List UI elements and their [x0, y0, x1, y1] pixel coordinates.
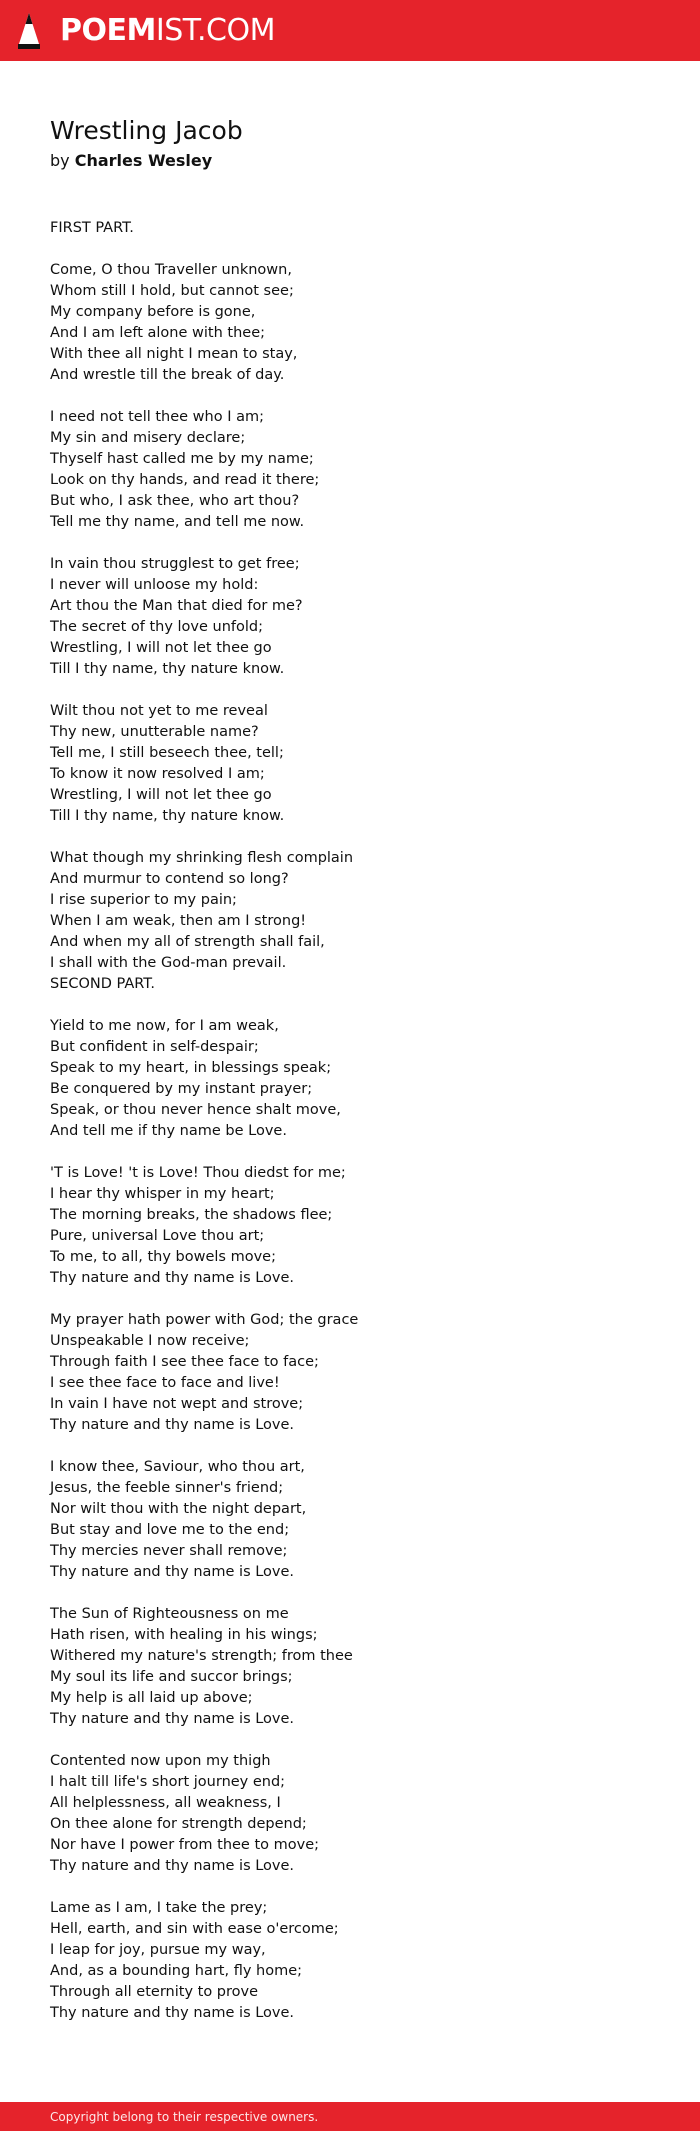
poem-line: My prayer hath power with God; the grace: [50, 1312, 359, 1328]
poem-line: Hath risen, with healing in his wings;: [50, 1627, 318, 1643]
by-label: by: [50, 151, 70, 170]
poem-line: Thy mercies never shall remove;: [50, 1543, 288, 1559]
poem-line: And wrestle till the break of day.: [50, 367, 285, 383]
poem-stanza: [50, 1163, 650, 1289]
poem-line: With thee all night I mean to stay,: [50, 346, 298, 362]
poem-line: And when my all of strength shall fail,: [50, 934, 325, 950]
poem-line: Thy new, unutterable name?: [50, 724, 259, 740]
poem-stanza: [50, 848, 650, 995]
site-footer: [0, 2102, 700, 2131]
poem-stanza: [50, 1898, 650, 2024]
poem-line: Wrestling, I will not let thee go: [50, 787, 272, 803]
poem-line: I leap for joy, pursue my way,: [50, 1942, 266, 1958]
poem-line: My help is all laid up above;: [50, 1690, 253, 1706]
poem-line: Till I thy name, thy nature know.: [50, 661, 285, 677]
poem-line: Thy nature and thy name is Love.: [50, 2005, 295, 2021]
poem-byline: [50, 149, 650, 173]
poem-line: I know thee, Saviour, who thou art,: [50, 1459, 305, 1475]
poem-line: Wilt thou not yet to me reveal: [50, 703, 268, 719]
poem-line: The morning breaks, the shadows flee;: [50, 1207, 333, 1223]
poem-stanza: [50, 218, 650, 239]
poem-line: And, as a bounding hart, fly home;: [50, 1963, 303, 1979]
poem-line: SECOND PART.: [50, 976, 156, 992]
poem-stanza: [50, 701, 650, 827]
poem-line: Nor wilt thou with the night depart,: [50, 1501, 307, 1517]
poem-line: I hear thy whisper in my heart;: [50, 1186, 275, 1202]
poem-title: Wrestling Jacob: [50, 116, 243, 145]
poem-line: Yield to me now, for I am weak,: [50, 1018, 279, 1034]
poem-body: [50, 218, 650, 2024]
poem-line: Whom still I hold, but cannot see;: [50, 283, 294, 299]
poem-line: I halt till life's short journey end;: [50, 1774, 286, 1790]
site-logo-text: [60, 13, 275, 48]
poem-line: The secret of thy love unfold;: [50, 619, 264, 635]
poem-line: Speak, or thou never hence shalt move,: [50, 1102, 341, 1118]
poem-line: I rise superior to my pain;: [50, 892, 237, 908]
poem-line: Be conquered by my instant prayer;: [50, 1081, 313, 1097]
poem-line: Look on thy hands, and read it there;: [50, 472, 320, 488]
poem-line: And murmur to contend so long?: [50, 871, 289, 887]
poem-line: Jesus, the feeble sinner's friend;: [50, 1480, 284, 1496]
pencil-logo-icon: [16, 11, 42, 51]
poem-line: Unspeakable I now receive;: [50, 1333, 250, 1349]
poem-line: Wrestling, I will not let thee go: [50, 640, 272, 656]
site-header: [0, 0, 700, 61]
poem-line: Pure, universal Love thou art;: [50, 1228, 265, 1244]
poem-line: 'T is Love! 't is Love! Thou diedst for me;: [50, 1165, 346, 1181]
logo-text-light: IST.COM: [155, 13, 275, 48]
poem-stanza: [50, 1604, 650, 1730]
poem-line: Thyself hast called me by my name;: [50, 451, 314, 467]
poem-line: Till I thy name, thy nature know.: [50, 808, 285, 824]
poem-stanza: [50, 1310, 650, 1436]
poem-line: In vain thou strugglest to get free;: [50, 556, 300, 572]
poem-line: On thee alone for strength depend;: [50, 1816, 307, 1832]
poem-line: Withered my nature's strength; from thee: [50, 1648, 353, 1664]
poem-line: I need not tell thee who I am;: [50, 409, 264, 425]
poem-line: Thy nature and thy name is Love.: [50, 1417, 295, 1433]
poem-stanza: [50, 407, 650, 533]
poem-line: Thy nature and thy name is Love.: [50, 1711, 295, 1727]
poem-stanza: [50, 1016, 650, 1142]
poem-line: Through all eternity to prove: [50, 1984, 259, 2000]
poem-line: To me, to all, thy bowels move;: [50, 1249, 276, 1265]
poem-line: I see thee face to face and live!: [50, 1375, 280, 1391]
poem-line: My soul its life and succor brings;: [50, 1669, 293, 1685]
poem-stanza: [50, 1751, 650, 1877]
poem-line: All helplessness, all weakness, I: [50, 1795, 281, 1811]
poem-line: My sin and misery declare;: [50, 430, 246, 446]
poem-content: [50, 113, 650, 2045]
poem-line: I shall with the God-man prevail.: [50, 955, 287, 971]
poem-line: To know it now resolved I am;: [50, 766, 265, 782]
poem-line: I never will unloose my hold:: [50, 577, 259, 593]
poem-line: The Sun of Righteousness on me: [50, 1606, 289, 1622]
author-link[interactable]: Charles Wesley: [74, 151, 213, 170]
poem-line: Thy nature and thy name is Love.: [50, 1564, 295, 1580]
poem-line: Thy nature and thy name is Love.: [50, 1858, 295, 1874]
poem-line: FIRST PART.: [50, 220, 134, 236]
poem-line: What though my shrinking flesh complain: [50, 850, 354, 866]
site-logo-link[interactable]: [16, 10, 275, 52]
poem-line: Contented now upon my thigh: [50, 1753, 271, 1769]
poem-line: Art thou the Man that died for me?: [50, 598, 303, 614]
poem-line: Speak to my heart, in blessings speak;: [50, 1060, 332, 1076]
poem-line: But who, I ask thee, who art thou?: [50, 493, 300, 509]
poem-line: And I am left alone with thee;: [50, 325, 266, 341]
logo-text-bold: POEM: [60, 13, 156, 48]
poem-line: Thy nature and thy name is Love.: [50, 1270, 295, 1286]
poem-line: Tell me thy name, and tell me now.: [50, 514, 305, 530]
poem-stanza: [50, 260, 650, 386]
poem-line: Hell, earth, and sin with ease o'ercome;: [50, 1921, 339, 1937]
poem-line: Tell me, I still beseech thee, tell;: [50, 745, 284, 761]
poem-line: But stay and love me to the end;: [50, 1522, 290, 1538]
poem-line: My company before is gone,: [50, 304, 256, 320]
copyright-text: Copyright belong to their respective owners.: [50, 2110, 319, 2124]
poem-line: In vain I have not wept and strove;: [50, 1396, 304, 1412]
poem-line: Lame as I am, I take the prey;: [50, 1900, 268, 1916]
poem-line: Come, O thou Traveller unknown,: [50, 262, 292, 278]
poem-line: Through faith I see thee face to face;: [50, 1354, 319, 1370]
poem-line: And tell me if thy name be Love.: [50, 1123, 287, 1139]
poem-line: When I am weak, then am I strong!: [50, 913, 307, 929]
poem-stanza: [50, 1457, 650, 1583]
poem-line: But confident in self-despair;: [50, 1039, 259, 1055]
poem-line: Nor have I power from thee to move;: [50, 1837, 320, 1853]
poem-stanza: [50, 554, 650, 680]
